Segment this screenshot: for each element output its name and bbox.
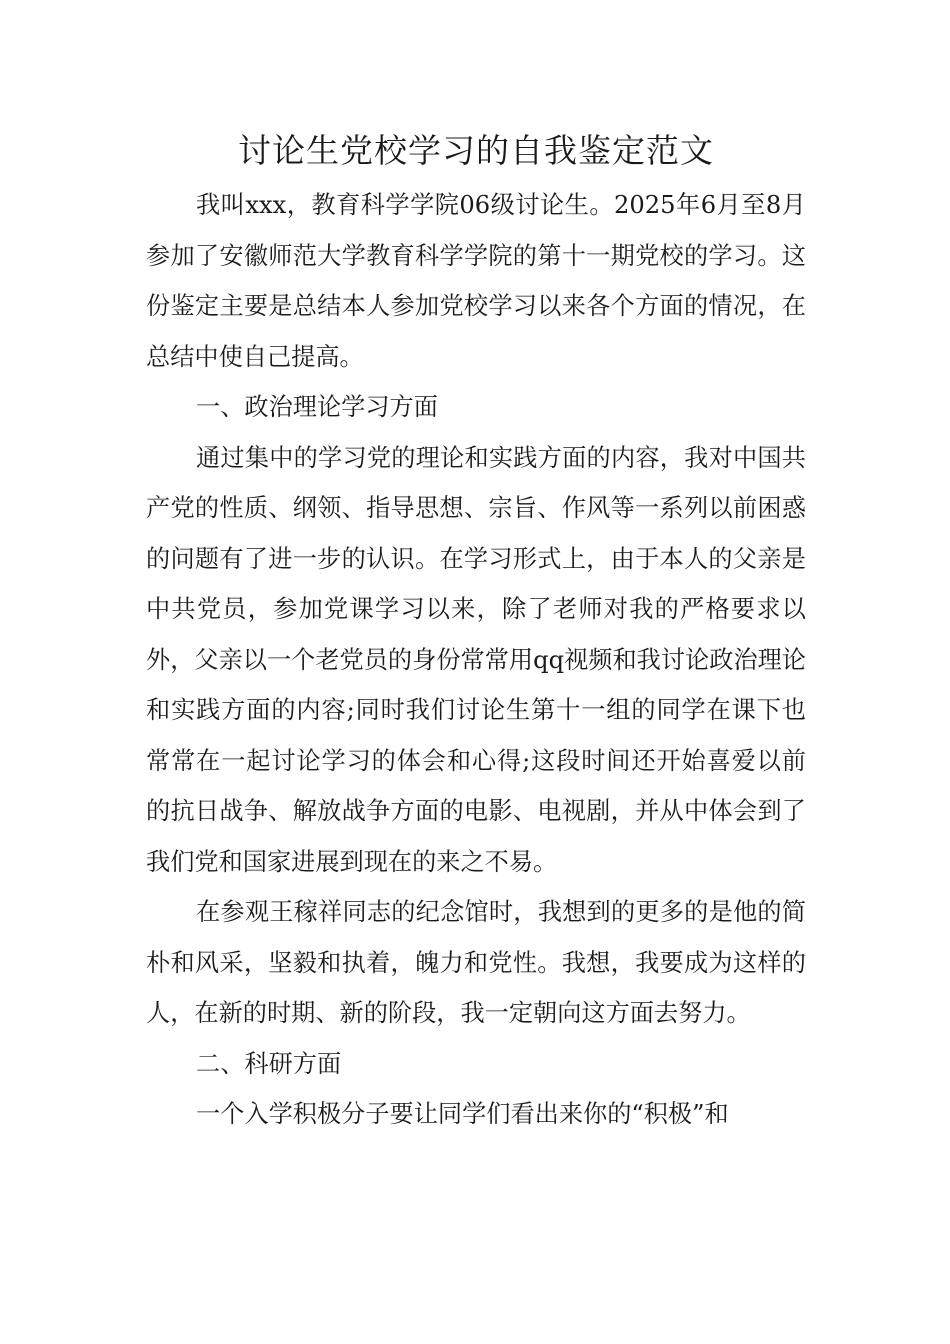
paragraph-memorial-visit: 在参观王稼祥同志的纪念馆时，我想到的更多的是他的简朴和风采，坚毅和执着，魄力和党性。我想，我要成为这样的人，在新的时期、新的阶段，我一定朝向这方面去努力。 (146, 898, 806, 1027)
document-title: 讨论生党校学习的自我鉴定范文 (238, 131, 714, 170)
section-heading-research: 二、科研方面 (196, 1049, 342, 1078)
paragraph-politics-study: 通过集中的学习党的理论和实践方面的内容，我对中国共产党的性质、纲领、指导思想、宗旨、作风等一系列以前困惑的问题有了进一步的认识。在学习形式上，由于本人的父亲是中共党员，参加党课学习以来，除了老师对我的严格要求以外，父亲以一个老党员的身份常常用qq视频和我讨论政治理论和实践方面的内容;同时我们讨论生第十一组的同学在课下也常常在一起讨论学习的体会和心得;这段时间还开始喜爱以前的抗日战争、解放战争方面的电影、电视剧，并从中体会到了我们党和国家进展到现在的来之不易。 (146, 443, 806, 876)
paragraph-research: 一个入学积极分子要让同学们看出来你的“积极”和 (196, 1100, 729, 1128)
document-page (146, 126, 806, 1140)
paragraph-intro: 我叫xxx，教育科学学院06级讨论生。2025年6月至8月参加了安徽师范大学教育科学学院的第十一期党校的学习。这份鉴定主要是总结本人参加党校学习以来各个方面的情况，在总结中使自己提高。 (146, 191, 806, 371)
section-heading-politics: 一、政治理论学习方面 (196, 393, 438, 421)
